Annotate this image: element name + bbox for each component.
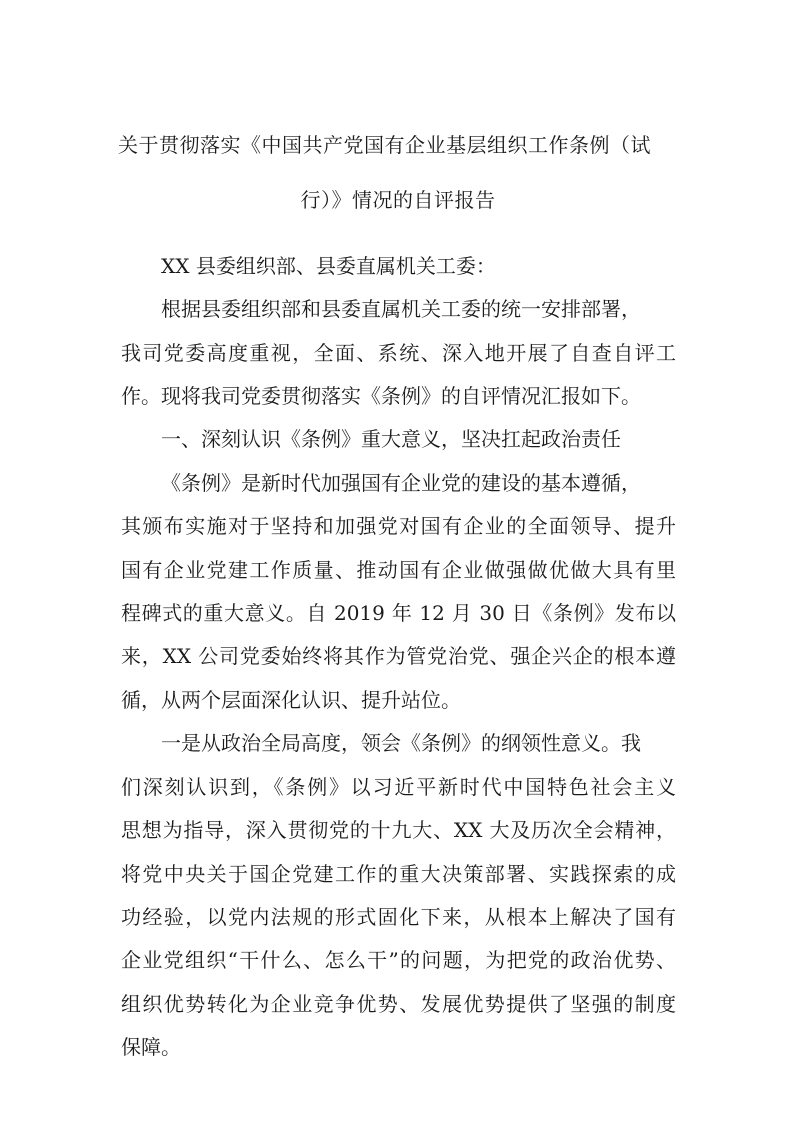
- section-heading-1: 一、深刻认识《条例》重大意义，坚决扛起政治责任: [161, 427, 621, 451]
- paragraph-line: 循，从两个层面深化认识、提升站位。: [121, 688, 461, 712]
- paragraph-line: 保障。: [121, 1035, 181, 1059]
- addressee-line: XX 县委组织部、县委直属机关工委：: [161, 254, 496, 278]
- paragraph-line: 们深刻认识到，《条例》以习近平新时代中国特色社会主义: [121, 775, 676, 799]
- paragraph-line: 一是从政治全局高度，领会《条例》的纲领性意义。我: [161, 731, 641, 755]
- paragraph-line: 根据县委组织部和县委直属机关工委的统一安排部署，: [161, 297, 641, 321]
- paragraph-line: 作。现将我司党委贯彻落实《条例》的自评情况汇报如下。: [121, 384, 641, 408]
- paragraph-line: 《条例》是新时代加强国有企业党的建设的基本遵循，: [161, 471, 641, 495]
- paragraph-line: 我司党委高度重视，全面、系统、深入地开展了自查自评工: [121, 341, 676, 365]
- paragraph-line: 将党中央关于国企党建工作的重大决策部署、实践探索的成: [121, 862, 676, 886]
- paragraph-line: 国有企业党建工作质量、推动国有企业做强做优做大具有里: [121, 558, 676, 582]
- document-title-line-1: 关于贯彻落实《中国共产党国有企业基层组织工作条例（试: [118, 133, 651, 157]
- paragraph-line: 程碑式的重大意义。自 2019 年 12 月 30 日《条例》发布以: [121, 601, 676, 625]
- paragraph-line: 其颁布实施对于坚持和加强党对国有企业的全面领导、提升: [121, 514, 676, 538]
- document-title-line-2: 行）》情况的自评报告: [300, 188, 496, 212]
- paragraph-line: 组织优势转化为企业竞争优势、发展优势提供了坚强的制度: [121, 992, 676, 1016]
- paragraph-line: 来，XX 公司党委始终将其作为管党治党、强企兴企的根本遵: [121, 644, 676, 668]
- paragraph-line: 企业党组织“干什么、怎么干”的问题，为把党的政治优势、: [121, 948, 676, 972]
- paragraph-line: 思想为指导，深入贯彻党的十九大、XX 大及历次全会精神，: [121, 818, 676, 842]
- paragraph-line: 功经验，以党内法规的形式固化下来，从根本上解决了国有: [121, 905, 676, 929]
